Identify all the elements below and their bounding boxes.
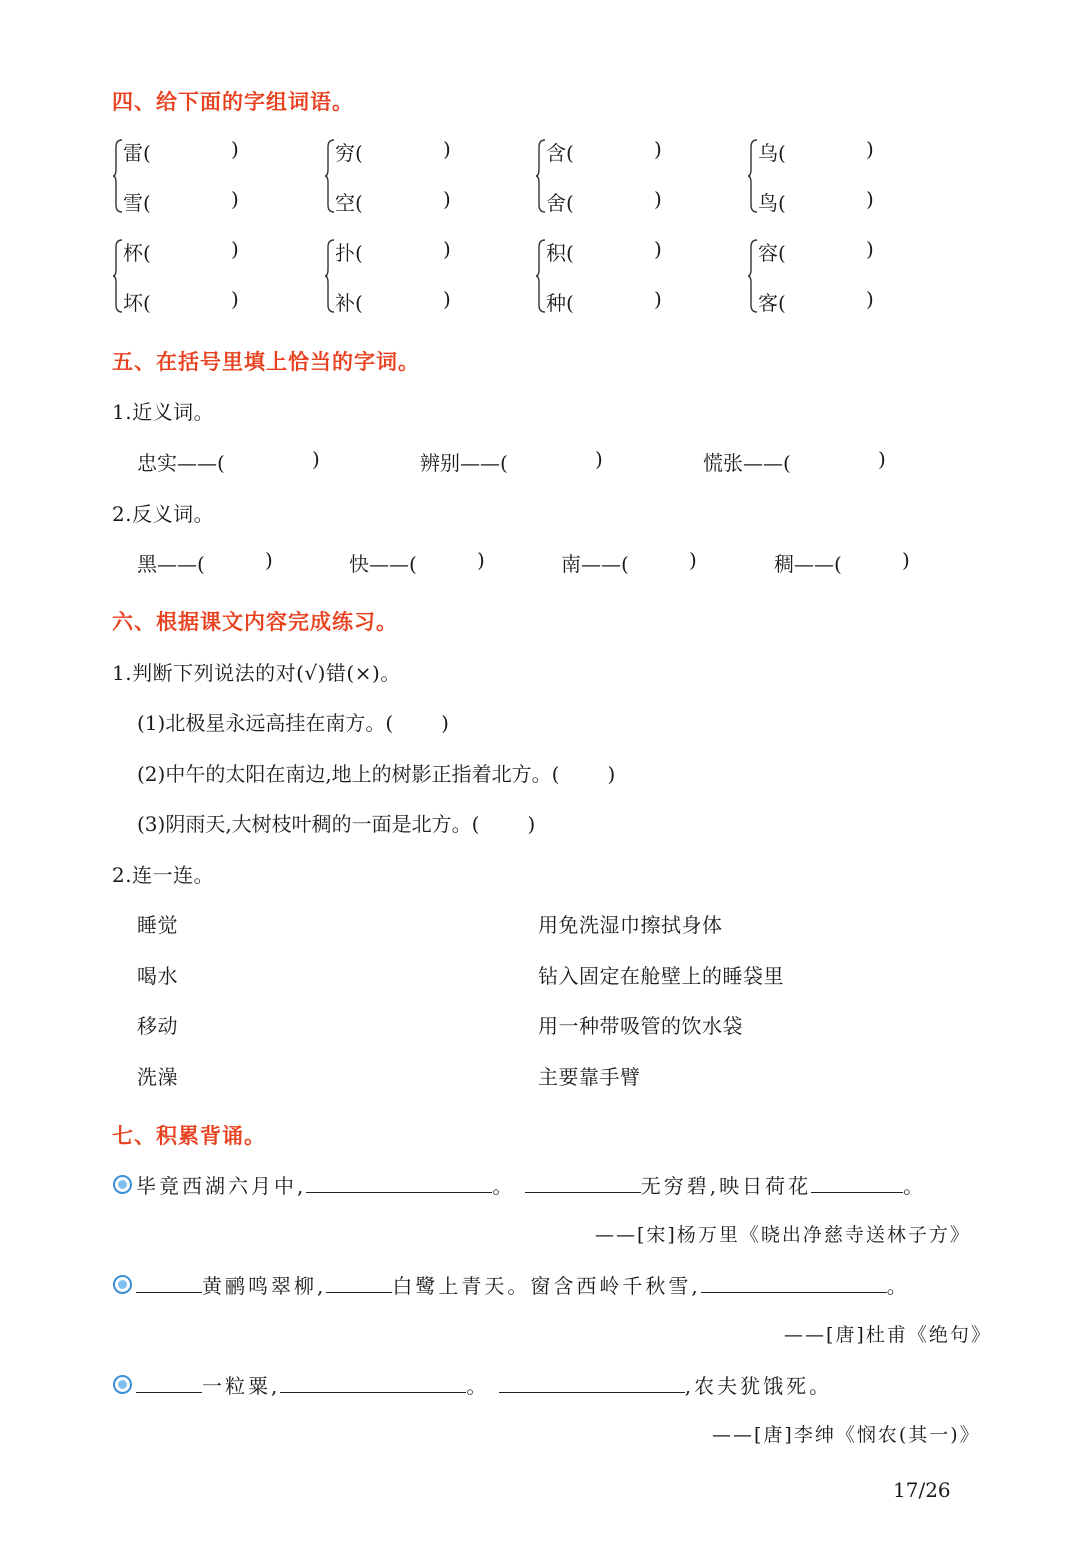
word-pair-item: 坏( ) (123, 287, 239, 315)
antonym-heading: 2.反义词。 (112, 502, 215, 526)
word-pair-group (117, 137, 297, 217)
word-pair-group (752, 237, 932, 317)
antonym-item-3: 南——( ) (561, 548, 697, 576)
word-pair-item: 补( ) (335, 287, 451, 315)
page-number: 17/26 (893, 1478, 951, 1502)
judge-heading: 1.判断下列说法的对(√)错(×)。 (112, 661, 401, 685)
curly-brace-icon (536, 239, 546, 317)
word-pair-item: 空( ) (335, 187, 451, 215)
poem-source-3: ——[唐]李绅《悯农(其一)》 (712, 1424, 981, 1446)
curly-brace-icon (536, 139, 546, 217)
synonym-item-2: 辨别——( ) (420, 447, 603, 475)
word-pair-group (540, 137, 720, 217)
section-title-7: 七、积累背诵。 (112, 1124, 266, 1148)
poem-line-3: 一粒粟, 。 ,农夫犹饿死。 (113, 1370, 832, 1399)
word-pair-item: 扑( ) (335, 237, 451, 265)
word-pair-item: 鸟( ) (758, 187, 874, 215)
word-pair-item: 雷( ) (123, 137, 239, 165)
word-pair-group (540, 237, 720, 317)
fill-blank[interactable] (136, 1272, 202, 1293)
poem-line-2: 黄鹂鸣翠柳, 白鹭上青天。窗含西岭千秋雪, 。 (113, 1270, 910, 1299)
word-pair-item: 容( ) (758, 237, 874, 265)
circle-bullet-icon (113, 1375, 132, 1394)
section-title-5: 五、在括号里填上恰当的字词。 (112, 350, 420, 374)
word-pair-group (329, 137, 509, 217)
fill-blank[interactable] (306, 1172, 492, 1193)
antonym-item-2: 快——( ) (349, 548, 485, 576)
match-right-item[interactable]: 用免洗湿巾擦拭身体 (538, 913, 723, 937)
poem-source-2: ——[唐]杜甫《绝句》 (784, 1324, 992, 1346)
word-pair-item: 雪( ) (123, 187, 239, 215)
fill-blank[interactable] (136, 1372, 202, 1393)
circle-bullet-icon (113, 1175, 132, 1194)
curly-brace-icon (113, 139, 123, 217)
word-pair-item: 种( ) (546, 287, 662, 315)
synonym-item-3: 慌张——( ) (703, 447, 886, 475)
poem-line-1: 毕竟西湖六月中, 。 无穷碧,映日荷花 。 (113, 1170, 926, 1199)
fill-blank[interactable] (499, 1372, 685, 1393)
word-pair-group (117, 237, 297, 317)
synonym-item-1: 忠实——( ) (137, 447, 320, 475)
section-title-4: 四、给下面的字组词语。 (112, 90, 354, 114)
poem-source-1: ——[宋]杨万里《晓出净慈寺送林子方》 (595, 1224, 971, 1246)
word-pair-item: 穷( ) (335, 137, 451, 165)
curly-brace-icon (748, 239, 758, 317)
fill-blank[interactable] (811, 1172, 903, 1193)
match-left-item[interactable]: 洗澡 (137, 1065, 178, 1089)
curly-brace-icon (325, 139, 335, 217)
judge-statement-3: (3)阴雨天,大树枝叶稠的一面是北方。( ) (137, 812, 536, 836)
antonym-item-4: 稠——( ) (774, 548, 910, 576)
match-heading: 2.连一连。 (112, 863, 215, 887)
match-left-item[interactable]: 喝水 (137, 964, 178, 988)
judge-statement-2: (2)中午的太阳在南边,地上的树影正指着北方。( ) (137, 762, 616, 786)
match-left-item[interactable]: 移动 (137, 1014, 178, 1038)
word-pair-item: 杯( ) (123, 237, 239, 265)
word-pair-item: 乌( ) (758, 137, 874, 165)
antonym-item-1: 黑——( ) (137, 548, 273, 576)
match-left-item[interactable]: 睡觉 (137, 913, 178, 937)
word-pair-item: 含( ) (546, 137, 662, 165)
fill-blank[interactable] (525, 1172, 641, 1193)
word-pair-item: 客( ) (758, 287, 874, 315)
synonym-heading: 1.近义词。 (112, 400, 215, 424)
fill-blank[interactable] (326, 1272, 392, 1293)
fill-blank[interactable] (701, 1272, 887, 1293)
word-pair-item: 积( ) (546, 237, 662, 265)
word-pair-item: 舍( ) (546, 187, 662, 215)
curly-brace-icon (748, 139, 758, 217)
word-pair-group (752, 137, 932, 217)
match-right-item[interactable]: 主要靠手臂 (538, 1065, 641, 1089)
match-right-item[interactable]: 钻入固定在舱壁上的睡袋里 (538, 964, 784, 988)
judge-statement-1: (1)北极星永远高挂在南方。( ) (137, 711, 449, 735)
curly-brace-icon (325, 239, 335, 317)
curly-brace-icon (113, 239, 123, 317)
section-title-6: 六、根据课文内容完成练习。 (112, 610, 398, 634)
circle-bullet-icon (113, 1275, 132, 1294)
match-right-item[interactable]: 用一种带吸管的饮水袋 (538, 1014, 743, 1038)
fill-blank[interactable] (280, 1372, 466, 1393)
word-pair-group (329, 237, 509, 317)
